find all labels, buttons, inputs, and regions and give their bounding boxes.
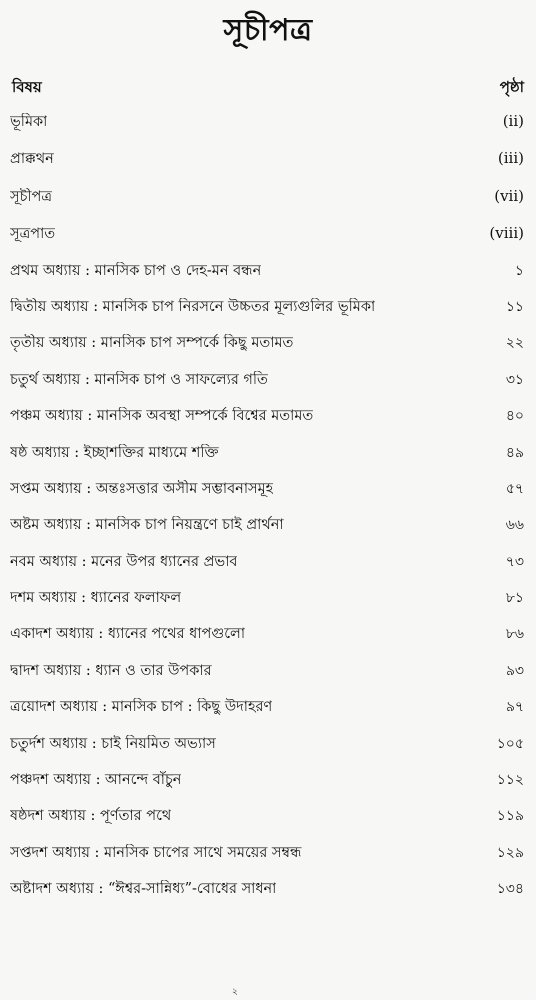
toc-entry-page: ৮১ xyxy=(505,590,524,607)
toc-entry-label: ত্রয়োদশ অধ্যায় : মানসিক চাপ : কিছু উদাহরণ xyxy=(10,699,273,716)
toc-entry xyxy=(10,735,524,753)
toc-entry-label: ষষ্ঠদশ অধ্যায় : পূর্ণতার পথে xyxy=(10,808,172,825)
toc-entry-label: অষ্টম অধ্যায় : মানসিক চাপ নিয়ন্ত্রণে চাই প্রার্থনা xyxy=(10,517,284,534)
subject-column-header: বিষয় xyxy=(12,78,42,96)
toc-entry xyxy=(10,407,524,425)
toc-entry-page: ১১৯ xyxy=(496,808,524,825)
toc-entry xyxy=(10,844,524,862)
toc-entry xyxy=(10,698,524,716)
toc-entry xyxy=(10,480,524,498)
toc-entry xyxy=(10,224,524,243)
toc-entry xyxy=(10,625,524,643)
toc-entry xyxy=(10,334,524,352)
toc-header xyxy=(12,76,524,101)
toc-entry-page: ১ xyxy=(514,262,524,279)
toc-entry xyxy=(10,880,524,898)
toc-entry xyxy=(10,112,524,131)
toc-entry-page: ১০৫ xyxy=(496,735,524,752)
toc-entry-label: সপ্তদশ অধ্যায় : মানসিক চাপের সাথে সময়ের সম্বন্ধ xyxy=(10,844,302,861)
toc-entry-label: ষষ্ঠ অধ্যায় : ইচ্ছাশক্তির মাধ্যমে শক্তি xyxy=(10,444,219,461)
toc-entry-label: চতুর্থ অধ্যায় : মানসিক চাপ ও সাফল্যের গতি xyxy=(10,371,268,388)
toc-entry-page: ৫৭ xyxy=(505,480,524,497)
toc-entry-page: ২২ xyxy=(505,335,524,352)
table-of-contents xyxy=(10,112,524,917)
toc-entry-page: (iii) xyxy=(497,149,524,168)
toc-entry-label: সূত্রপাত xyxy=(10,226,56,243)
toc-entry-page: ১১২ xyxy=(496,772,524,789)
toc-entry-label: সূচীপত্র xyxy=(10,188,53,205)
page-number-mark: ২ xyxy=(232,987,238,997)
toc-entry-label: দশম অধ্যায় : ধ্যানের ফলাফল xyxy=(10,590,182,607)
toc-entry-page: ১৩৪ xyxy=(496,881,524,898)
toc-entry-label: নবম অধ্যায় : মনের উপর ধ্যানের প্রভাব xyxy=(10,553,238,570)
toc-entry-page: ৯৭ xyxy=(505,699,524,716)
toc-entry-label: দ্বিতীয় অধ্যায় : মানসিক চাপ নিরসনে উচ্চতর মূল্যগুলির ভূমিকা xyxy=(10,298,376,315)
toc-entry-page: ৬৬ xyxy=(505,517,524,534)
toc-entry-page: ৩১ xyxy=(505,371,524,388)
toc-entry-label: সপ্তম অধ্যায় : অন্তঃসত্তার অসীম সম্ভাবনাসমূহ xyxy=(10,480,274,497)
toc-entry-page: (viii) xyxy=(489,224,524,243)
toc-entry xyxy=(10,444,524,462)
toc-entry xyxy=(10,807,524,825)
toc-entry-page: (ii) xyxy=(502,112,524,130)
toc-entry-label: পঞ্চম অধ্যায় : মানসিক অবস্থা সম্পর্কে বিশ্বের মতামত xyxy=(10,408,314,425)
toc-entry-page: (vii) xyxy=(494,186,524,205)
toc-entry xyxy=(10,553,524,571)
toc-entry-page: ৯৩ xyxy=(505,662,524,679)
toc-entry-label: পঞ্চদশ অধ্যায় : আনন্দে বাঁচুন xyxy=(10,772,182,789)
toc-entry-label: একাদশ অধ্যায় : ধ্যানের পথের ধাপগুলো xyxy=(10,626,246,643)
toc-entry xyxy=(10,771,524,789)
toc-entry-label: দ্বাদশ অধ্যায় : ধ্যান ও তার উপকার xyxy=(10,662,212,679)
toc-entry xyxy=(10,149,524,168)
page-title: সূচীপত্র xyxy=(223,13,313,48)
page-column-header: পৃষ্ঠা xyxy=(499,78,524,96)
toc-entry xyxy=(10,298,524,316)
toc-entry xyxy=(10,187,524,206)
toc-entry xyxy=(10,516,524,534)
toc-entry-page: ৭৩ xyxy=(505,553,524,570)
toc-entry-label: প্রাক্কথন xyxy=(10,151,54,168)
toc-entry xyxy=(10,589,524,607)
toc-entry-page: ১১ xyxy=(505,298,524,315)
toc-entry-page: ৪০ xyxy=(505,408,524,425)
toc-entry-label: তৃতীয় অধ্যায় : মানসিক চাপ সম্পর্কে কিছু মতামত xyxy=(10,335,294,352)
toc-entry-label: ভূমিকা xyxy=(10,114,48,130)
toc-entry xyxy=(10,371,524,389)
toc-entry-label: অষ্টাদশ অধ্যায় : “ঈশ্বর-সান্নিধ্য”-বোধের সাধনা xyxy=(10,881,277,898)
toc-entry-page: ১২৯ xyxy=(496,844,524,861)
toc-entry-label: চতুর্দশ অধ্যায় : চাই নিয়মিত অভ্যাস xyxy=(10,735,216,752)
toc-entry-page: ৪৯ xyxy=(505,444,524,461)
toc-entry-label: প্রথম অধ্যায় : মানসিক চাপ ও দেহ-মন বন্ধন xyxy=(10,262,262,279)
toc-entry-page: ৮৬ xyxy=(505,626,524,643)
toc-entry xyxy=(10,662,524,680)
toc-entry xyxy=(10,262,524,280)
